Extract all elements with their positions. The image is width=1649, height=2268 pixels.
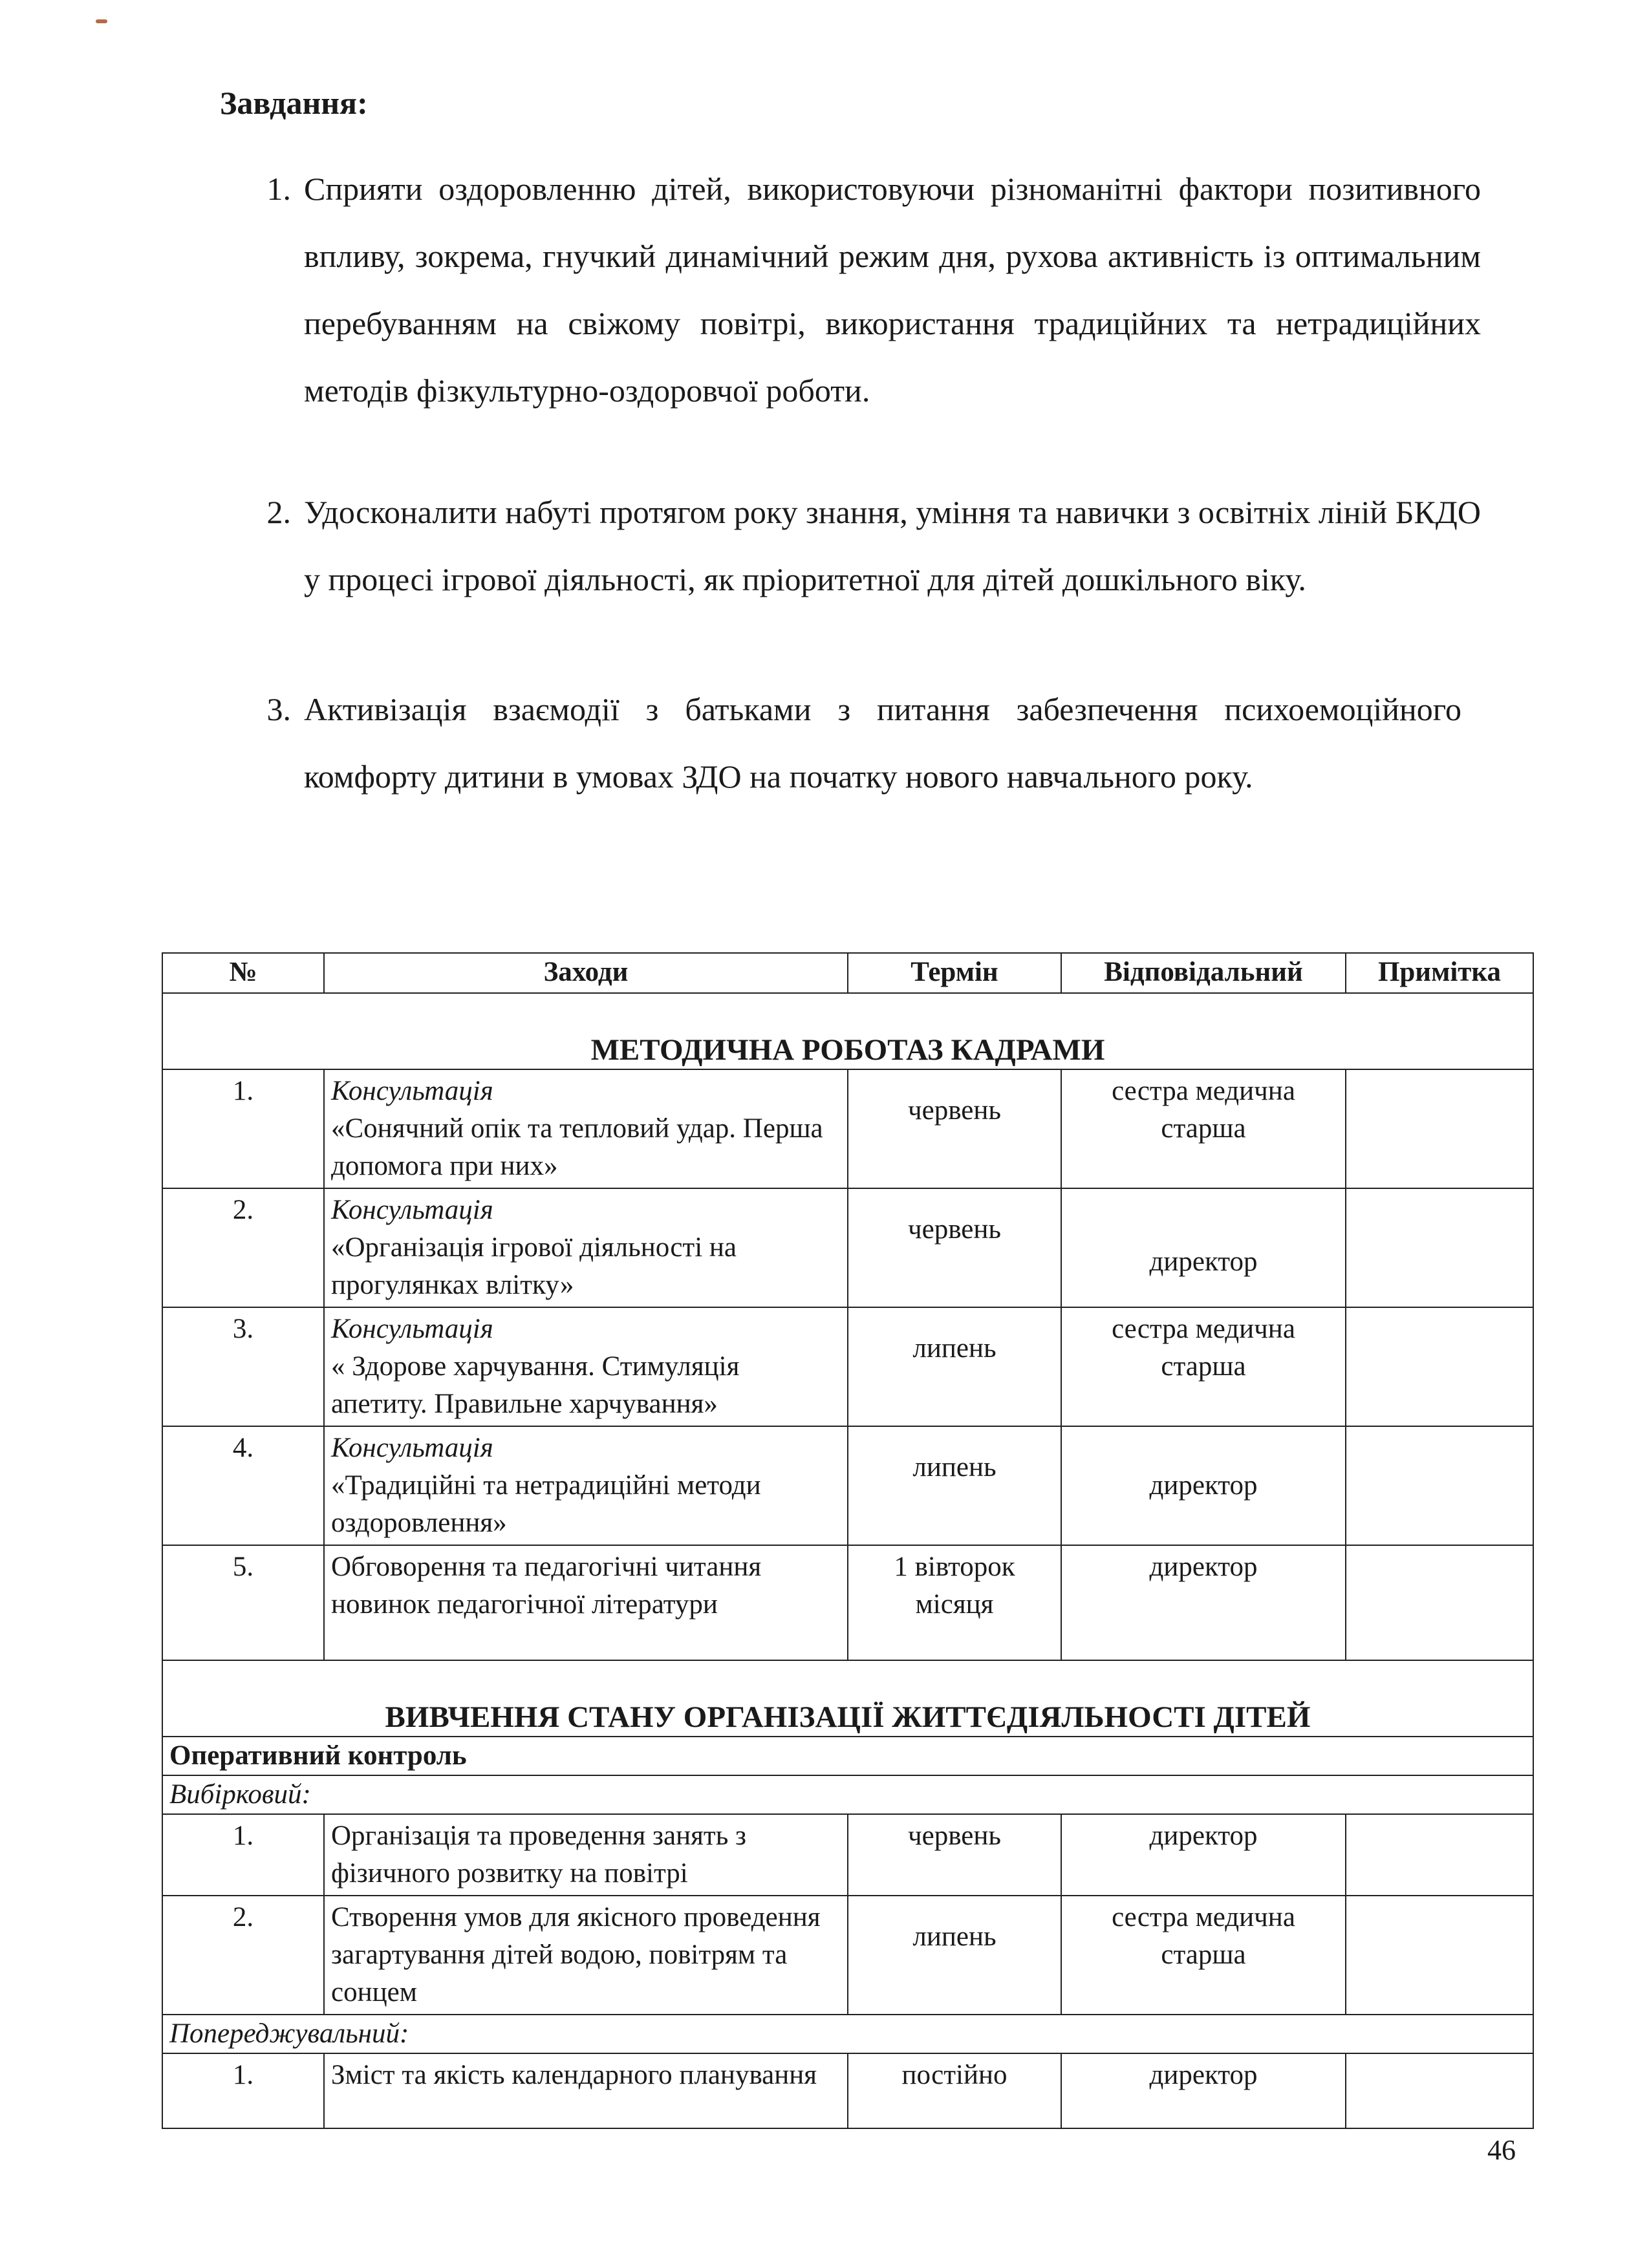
group-title-selective: Вибірковий: (162, 1775, 1533, 1814)
table-row (162, 1545, 1533, 1660)
measure-title: «Організація ігрової діяльності на прогулянках влітку» (331, 1232, 737, 1300)
table-row (162, 1188, 1533, 1307)
row-term: червень (848, 1069, 1061, 1188)
table-row (162, 1426, 1533, 1545)
row-number: 4. (162, 1426, 324, 1545)
row-measure (324, 1307, 848, 1426)
table-row (162, 2053, 1533, 2128)
row-number: 2. (162, 1188, 324, 1307)
row-responsible: сестра медична старша (1061, 1069, 1346, 1188)
row-note (1346, 1307, 1533, 1426)
row-number: 1. (162, 1814, 324, 1896)
column-header-note: Примітка (1346, 953, 1533, 993)
group-title-preventive: Попереджувальний: (162, 2015, 1533, 2053)
row-term: червень (848, 1188, 1061, 1307)
row-number: 1. (162, 2053, 324, 2128)
row-note (1346, 1426, 1533, 1545)
tasks-heading: Завдання: (220, 85, 368, 121)
tasks-list (0, 0, 1649, 905)
task-number: 2. (266, 494, 291, 530)
row-term: 1 вівторок місяця (848, 1545, 1061, 1660)
row-note (1346, 1545, 1533, 1660)
row-note (1346, 1069, 1533, 1188)
measure-kind: Консультація (331, 1076, 493, 1106)
row-responsible: директор (1061, 1188, 1346, 1307)
section-title-methodical: МЕТОДИЧНА РОБОТАЗ КАДРАМИ (162, 993, 1533, 1069)
task-text: Удосконалити набуті протягом року знання, уміння та навички з освітніх ліній БКДО у процесі ігрової діяльності, як пріоритетної для дітей дошкільного віку. (304, 494, 1481, 597)
page-number: 46 (1487, 2134, 1516, 2166)
subsection-row (162, 1737, 1533, 1775)
measure-kind: Консультація (331, 1433, 493, 1463)
row-responsible: сестра медична старша (1061, 1896, 1346, 2015)
table-row (162, 1896, 1533, 2015)
row-measure (324, 1188, 848, 1307)
row-term: липень (848, 1426, 1061, 1545)
section-title-life-activity: ВИВЧЕННЯ СТАНУ ОРГАНІЗАЦІЇ ЖИТТЄДІЯЛЬНОСТІ ДІТЕЙ (162, 1660, 1533, 1737)
task-number: 3. (266, 691, 291, 727)
table-row (162, 1307, 1533, 1426)
row-number: 1. (162, 1069, 324, 1188)
row-term: постійно (848, 2053, 1061, 2128)
plan-table (162, 952, 1534, 2129)
subsection-title: Оперативний контроль (162, 1737, 1533, 1775)
group-row (162, 1775, 1533, 1814)
column-header-term: Термін (848, 953, 1061, 993)
row-number: 5. (162, 1545, 324, 1660)
task-number: 1. (266, 171, 291, 207)
row-number: 2. (162, 1896, 324, 2015)
row-term: червень (848, 1814, 1061, 1896)
column-header-number: № (162, 953, 324, 993)
group-row (162, 2015, 1533, 2053)
measure-title: «Традиційні та нетрадиційні методи оздоровлення» (331, 1470, 761, 1538)
table-row (162, 1069, 1533, 1188)
task-text: Сприяти оздоровленню дітей, використовуючи різноманітні фактори позитивного впливу, зокрема, гнучкий динамічний режим дня, рухова активність із оптимальним перебуванням на свіжому повітрі, використання традиційних та нетрадиційних методів фізкультурно-оздоровчої роботи. (304, 171, 1481, 409)
row-measure (324, 1069, 848, 1188)
measure-title: « Здорове харчування. Стимуляція апетиту. Правильне харчування» (331, 1351, 740, 1419)
row-note (1346, 1814, 1533, 1896)
row-note (1346, 1896, 1533, 2015)
row-responsible: директор (1061, 1545, 1346, 1660)
row-measure: Обговорення та педагогічні читання новинок педагогічної літератури (324, 1545, 848, 1660)
table-header-row (162, 953, 1533, 993)
column-header-responsible: Відповідальний (1061, 953, 1346, 993)
row-term: липень (848, 1896, 1061, 2015)
measure-kind: Консультація (331, 1195, 493, 1225)
row-number: 3. (162, 1307, 324, 1426)
column-header-measures: Заходи (324, 953, 848, 993)
section-row (162, 1660, 1533, 1737)
row-measure: Організація та проведення занять з фізичного розвитку на повітрі (324, 1814, 848, 1896)
section-row (162, 993, 1533, 1069)
row-note (1346, 1188, 1533, 1307)
row-responsible: сестра медична старша (1061, 1307, 1346, 1426)
row-responsible: директор (1061, 1814, 1346, 1896)
task-text: Активізація взаємодії з батьками з питання забезпечення психоемоційного комфорту дитини в умовах ЗДО на початку нового навчального року. (304, 691, 1461, 795)
row-responsible: директор (1061, 2053, 1346, 2128)
row-measure: Зміст та якість календарного планування (324, 2053, 848, 2128)
table-row (162, 1814, 1533, 1896)
row-responsible: директор (1061, 1426, 1346, 1545)
measure-title: «Сонячний опік та тепловий удар. Перша допомога при них» (331, 1113, 823, 1181)
row-measure: Створення умов для якісного проведення загартування дітей водою, повітрям та сонцем (324, 1896, 848, 2015)
row-term: липень (848, 1307, 1061, 1426)
measure-kind: Консультація (331, 1314, 493, 1344)
row-measure (324, 1426, 848, 1545)
row-note (1346, 2053, 1533, 2128)
